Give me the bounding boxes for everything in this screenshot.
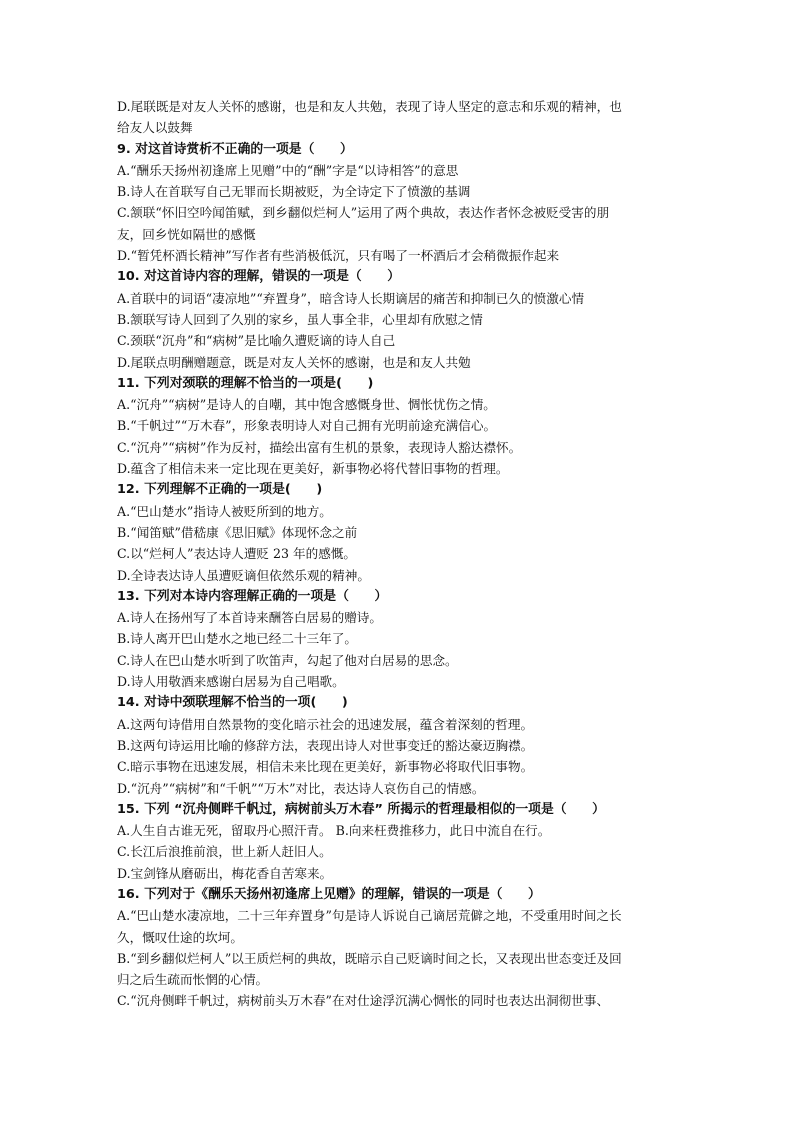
- text-line: A.这两句诗借用自然景物的变化暗示社会的迅速发展，蕴含着深刻的哲理。: [117, 716, 534, 732]
- text-line: D.蕴含了相信未来一定比现在更美好，新事物必将代替旧事物的哲理。: [117, 461, 509, 477]
- question-heading: 12. 下列理解不正确的一项是( ): [117, 482, 323, 498]
- text-line: 归之后生疏而怅惘的心情。: [117, 972, 269, 988]
- text-line: A.“沉舟”“病树”是诗人的自嘲，其中饱含感慨身世、惆怅忧伤之情。: [117, 397, 496, 413]
- text-line: A.首联中的词语“凄凉地”“弃置身”，暗含诗人长期谪居的痛苦和抑制已久的愤激心情: [117, 290, 585, 306]
- text-line: B.“千帆过”“万木春”，形象表明诗人对自己拥有光明前途充满信心。: [117, 418, 497, 434]
- text-line: C.暗示事物在迅速发展，相信未来比现在更美好，新事物必将取代旧事物。: [117, 759, 534, 775]
- question-heading: 11. 下列对颈联的理解不恰当的一项是( ): [117, 375, 374, 391]
- question-heading: 13. 下列对本诗内容理解正确的一项是（ ）: [117, 588, 388, 604]
- question-heading: 16. 下列对于《酬乐天扬州初逢席上见赠》的理解，错误的一项是（ ）: [117, 886, 541, 902]
- text-line: C.诗人在巴山楚水听到了吹笛声，勾起了他对白居易的思念。: [117, 652, 458, 668]
- text-line: B.诗人离开巴山楚水之地已经二十三年了。: [117, 631, 357, 647]
- text-line: B.这两句诗运用比喻的修辞方法，表现出诗人对世事变迁的豁达豪迈胸襟。: [117, 737, 534, 753]
- question-heading: 10. 对这首诗内容的理解，错误的一项是（ ）: [117, 269, 401, 285]
- text-line: C.颔联“怀旧空吟闻笛赋，到乡翻似烂柯人”运用了两个典故，表达作者怀念被贬受害的朋: [117, 205, 610, 221]
- text-line: C.以“烂柯人”表达诗人遭贬 23 年的感慨。: [117, 546, 357, 562]
- text-line: B.诗人在首联写自己无罪而长期被贬，为全诗定下了愤激的基调: [117, 184, 471, 200]
- text-line: C.“沉舟侧畔千帆过，病树前头万木春”在对仕途浮沉满心惆怅的同时也表达出洞彻世事、: [117, 993, 610, 1009]
- text-line: B.“到乡翻似烂柯人”以王质烂柯的典故，既暗示自己贬谪时间之长，又表现出世态变迁及回: [117, 950, 622, 966]
- text-line: 久，慨叹仕途的坎坷。: [117, 929, 243, 945]
- text-line: B.颔联写诗人回到了久别的家乡，虽人事全非，心里却有欣慰之情: [117, 311, 483, 327]
- text-line: C.长江后浪推前浪，世上新人赶旧人。: [117, 844, 332, 860]
- question-heading: 14. 对诗中颈联理解不恰当的一项( ): [117, 695, 348, 711]
- text-line: D.宝剑锋从磨砺出，梅花香自苦寒来。: [117, 865, 333, 881]
- text-line: A.诗人在扬州写了本首诗来酬答白居易的赠诗。: [117, 610, 382, 626]
- exam-page: [117, 96, 687, 1012]
- text-line: D.全诗表达诗人虽遭贬谪但依然乐观的精神。: [117, 567, 370, 583]
- text-line: B.“闻笛赋”借嵇康《思旧赋》体现怀念之前: [117, 524, 358, 540]
- text-line: A.“巴山楚水”指诗人被贬所到的地方。: [117, 503, 332, 519]
- text-line: C.颈联“沉舟”和“病树”是比喻久遭贬谪的诗人自己: [117, 333, 396, 349]
- text-line: 友，回乡恍如隔世的感慨: [117, 226, 256, 242]
- text-line: D.诗人用敬酒来感谢白居易为自己唱歌。: [117, 674, 345, 690]
- text-line: D.“暂凭杯酒长精神”写作者有些消极低沉，只有喝了一杯酒后才会稍微振作起来: [117, 248, 560, 264]
- text-line: D.“沉舟”“病树”和“千帆”“万木”对比，表达诗人哀伤自己的情感。: [117, 780, 485, 796]
- text-line: A.“酬乐天扬州初逢席上见赠”中的“酬”字是“以诗相答”的意思: [117, 162, 459, 178]
- text-line: A.人生自古谁无死，留取丹心照汗青。 B.向来枉费推移力，此日中流自在行。: [117, 823, 551, 839]
- text-line: D.尾联点明酬赠题意，既是对友人关怀的感谢，也是和友人共勉: [117, 354, 471, 370]
- text-line: C.“沉舟”“病树”作为反衬，描绘出富有生机的景象，表现诗人豁达襟怀。: [117, 439, 522, 455]
- text-line: 给友人以鼓舞: [117, 120, 193, 136]
- text-line: A.“巴山楚水凄凉地，二十三年弃置身”句是诗人诉说自己谪居荒僻之地，不受重用时间之长: [117, 908, 622, 924]
- question-heading: 15. 下列 “沉舟侧畔千帆过，病树前头万木春” 所揭示的哲理最相似的一项是（ ）: [117, 801, 605, 817]
- text-line: D.尾联既是对友人关怀的感谢，也是和友人共勉，表现了诗人坚定的意志和乐观的精神，也: [117, 99, 622, 114]
- question-heading: 9. 对这首诗赏析不正确的一项是（ ）: [117, 141, 353, 157]
